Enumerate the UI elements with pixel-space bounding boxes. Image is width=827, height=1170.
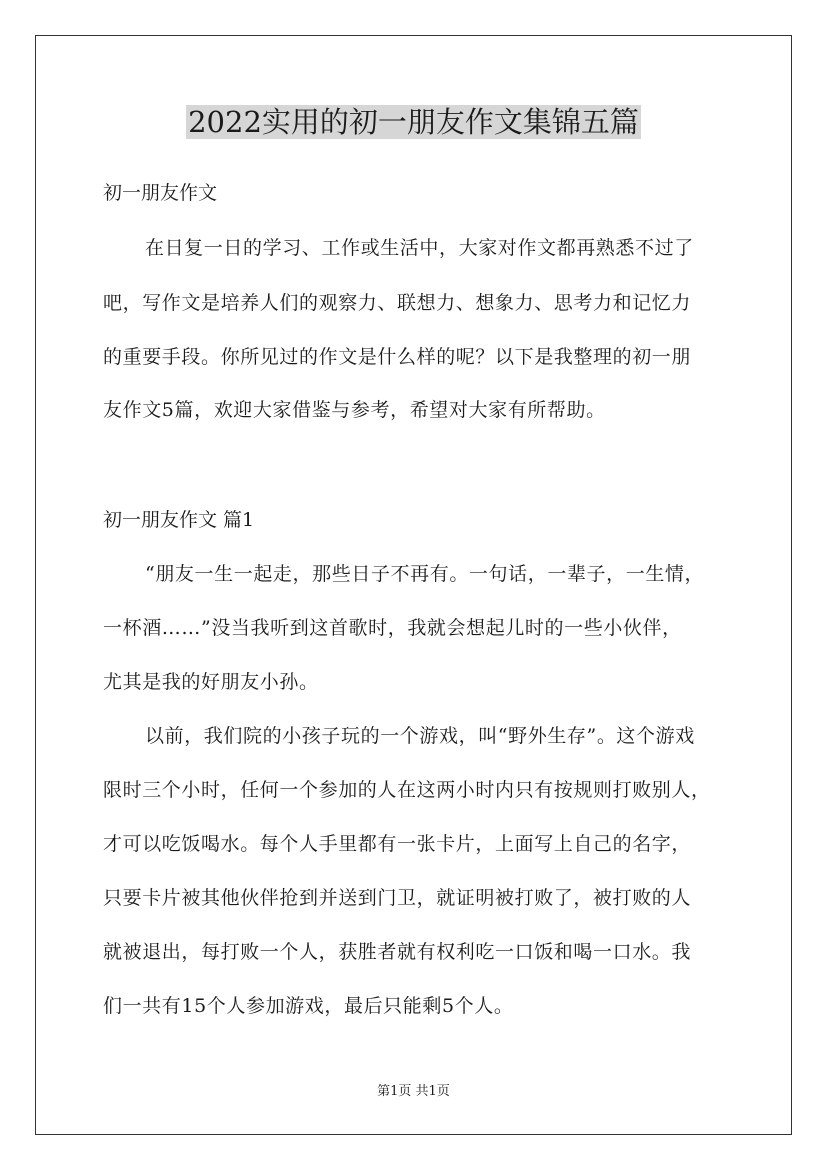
essay1-p2-line: 只要卡片被其他伙伴抢到并送到门卫，就证明被打败了，被打败的人: [103, 887, 692, 909]
intro-line: 在日复一日的学习、工作或生活中，大家对作文都再熟悉不过了: [145, 237, 694, 259]
essay1-heading: 初一朋友作文 篇1: [103, 509, 255, 531]
document-title-text: 2022实用的初一朋友作文集锦五篇: [188, 105, 639, 139]
essay1-p2-line: 限时三个小时，任何一个参加的人在这两小时内只有按规则打败别人，: [103, 779, 711, 801]
essay1-p2-line: 们一共有15个人参加游戏，最后只能剩5个人。: [103, 995, 514, 1017]
intro-heading: 初一朋友作文: [103, 182, 218, 204]
essay1-p2-line: 以前，我们院的小孩子玩的一个游戏，叫“野外生存”。这个游戏: [145, 725, 695, 747]
essay1-p2-line: 才可以吃饭喝水。每个人手里都有一张卡片，上面写上自己的名字，: [103, 833, 692, 855]
essay1-p2-line: 就被退出，每打败一个人，获胜者就有权利吃一口饭和喝一口水。我: [103, 941, 692, 963]
intro-line: 的重要手段。你所见过的作文是什么样的呢？以下是我整理的初一朋: [103, 346, 692, 368]
essay1-p1-line: 一杯酒……”没当我听到这首歌时，我就会想起儿时的一些小伙伴，: [103, 617, 682, 639]
document-title: [0, 100, 827, 144]
essay1-p1-line: “朋友一生一起走，那些日子不再有。一句话，一辈子，一生情，: [145, 563, 705, 585]
intro-line: 友作文5篇，欢迎大家借鉴与参考，希望对大家有所帮助。: [103, 399, 606, 421]
essay1-p1-line: 尤其是我的好朋友小孙。: [103, 671, 319, 693]
page-footer: 第1页 共1页: [377, 1084, 450, 1099]
intro-line: 吧，写作文是培养人们的观察力、联想力、想象力、思考力和记忆力: [103, 292, 692, 314]
